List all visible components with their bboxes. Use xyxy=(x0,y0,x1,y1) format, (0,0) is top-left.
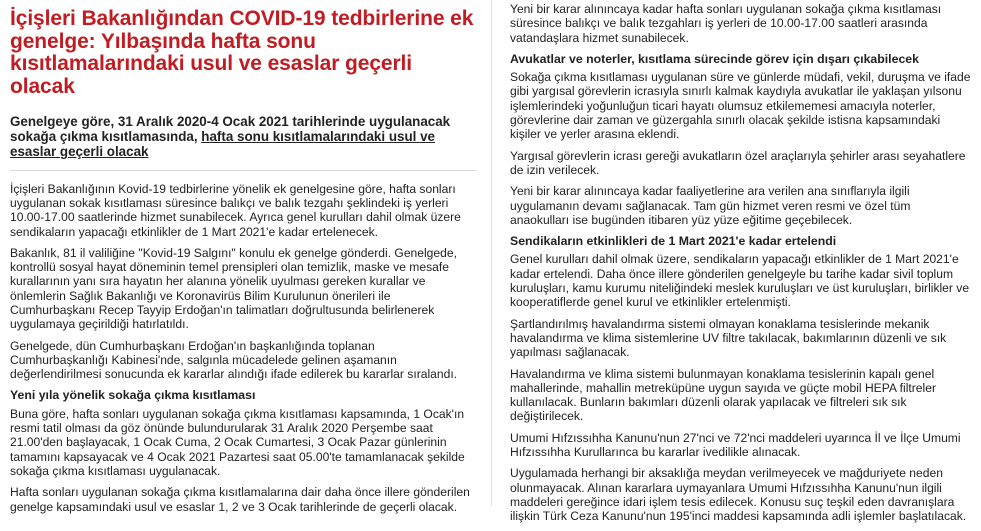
paragraph: Genel kurulları dahil olmak üzere, sendikaların yapacağı etkinlikler de 1 Mart 2021'e kadar ertelendi. Daha önce illere gönderilen genelgeyle bu tarihe kadar sivil toplum kuruluşları, kamu kurumu niteliğindeki meslek kuruluşları ve üst kuruluşları, birlikler ve kooperatiflerde genel kurul ve etkinlikler ertelenmişti. xyxy=(510,252,970,310)
lead-separator xyxy=(10,170,476,171)
right-column xyxy=(510,0,972,531)
paragraph: Sokağa çıkma kısıtlaması uygulanan süre ve günlerde müdafi, vekil, duruşma ve ifade gibi yargısal görevlerin icrasıyla sınırlı kalmak kaydıyla avukatlar ile yaklaşan yılsonu işlemlerindeki yoğunluğun ticari hayatı olumsuz etkilememesi amacıyla noterler, görevlerine dair zaman ve güzergahla sınırlı olacak şekilde istisna kapsamındaki kişiler ve yerler arasına eklendi. xyxy=(510,70,971,142)
section-heading: Sendikaların etkinlikleri de 1 Mart 2021'e kadar ertelendi xyxy=(510,234,837,249)
section-heading: Avukatlar ve noterler, kısıtlama sürecinde görev için dışarı çıkabilecek xyxy=(510,51,919,66)
paragraph: Havalandırma ve klima sistemi bulunmayan konaklama tesislerinin kapalı genel mahallerinde, mahallin metreküpüne uygun sayıda ve güçte mobil HEPA filtreler kullanılacak. Bunların bakımları düzenli olarak yapılacak ve filtreleri sık sık değiştirilecek. xyxy=(510,366,936,424)
paragraph: Umumi Hıfzıssıhha Kanunu'nun 27'nci ve 72'nci maddeleri uyarınca İl ve İlçe Umumi Hıfzıssıhha Kurullarınca bu kararlar ivedilikle alınacak. xyxy=(510,430,961,460)
article-lead xyxy=(10,114,476,160)
paragraph: İçişleri Bakanlığının Kovid-19 tedbirlerine yönelik ek genelgesine göre, hafta sonları uygulanan sokak kısıtlaması süresince balıkçı ve balık tezgahı şeklindeki iş yerleri 10.00-17.00 saatlerinde hizmet sunabilecek. Ayrıca genel kurulları dahil olmak üzere sendikaların yapacağı etkinlikler de 1 Mart 2021'e kadar ertelenecek. xyxy=(10,181,461,239)
paragraph: Yeni bir karar alınıncaya kadar hafta sonları uygulanan sokağa çıkma kısıtlaması süresince balıkçı ve balık tezgahları iş yerleri de 10.00-17.00 saatleri arasında vatandaşlara hizmet sunabilecek. xyxy=(510,2,942,45)
lead-text: Genelgeye göre, 31 Aralık 2020-4 Ocak 2021 tarihlerinde uygulanacak sokağa çıkma kısıtlamasında, xyxy=(10,114,451,145)
paragraph: Şartlandırılmış havalandırma sistemi olmayan konaklama tesislerinde mekanik havalandırma ve klima sistemlerine UV filtre takılacak, bakımlarının düzenli ve sık yapılması sağlanacak. xyxy=(510,316,947,360)
paragraph: Uygulamada herhangi bir aksaklığa meydan verilmeyecek ve mağduriyete neden olunmayacak. Alınan kararlara uymayanlara Umumi Hıfzıssıhha Kanunu'nun ilgili maddeleri gereğince idari işlem tesis edilecek. Konusu suç teşkil eden davranışlara ilişkin Türk Ceza Kanunu'nun 195'inci maddesi kapsamında adli işlemler başlatılacak. xyxy=(510,466,967,524)
lead-link[interactable]: hafta sonu kısıtlamalarındaki usul ve esaslar geçerli olacak xyxy=(10,129,435,160)
left-column xyxy=(10,0,476,521)
paragraph: Hafta sonları uygulanan sokağa çıkma kısıtlamalarına dair daha önce illere gönderilen genelge kapsamındaki usul ve esaslar 1, 2 ve 3 Ocak tarihlerinde de geçerli olacak. xyxy=(10,485,470,514)
paragraph: Genelgede, dün Cumhurbaşkanı Erdoğan'ın başkanlığında toplanan Cumhurbaşkanlığı Kabinesi'nde, salgınla mücadelede gelinen aşamanın değerlendirilmesi sonucunda ek kararlar alındığı ifade edilerek bu kararlar sıralandı. xyxy=(10,338,458,382)
article-title: İçişleri Bakanlığından COVID-19 tedbirlerine ek genelge: Yılbaşında hafta sonu kısıtlamalarındaki usul ve esaslar geçerli olacak xyxy=(10,7,474,98)
paragraph: Buna göre, hafta sonları uygulanan sokağa çıkma kısıtlaması kapsamında, 1 Ocak'ın resmi tatil olması da göz önünde bulundurularak 31 Aralık 2020 Perşembe saat 21.00'den başlayacak, 1 Ocak Cuma, 2 Ocak Cumartesi, 3 Ocak Pazar günlerinin tamamını kapsayacak ve 4 Ocak 2021 Pazartesi saat 05.00'te tamamlanacak şekilde sokağa çıkma kısıtlaması uygulanacak. xyxy=(10,406,465,478)
paragraph: Yeni bir karar alınıncaya kadar faaliyetlerine ara verilen ana sınıflarıyla ilgili uygulamanın devamı sağlanacak. Tam gün hizmet veren resmi ve özel tüm anaokulları ise bugünden itibaren yüz yüze eğitime geçebilecek. xyxy=(510,184,911,227)
paragraph: Bakanlık, 81 il valiliğine "Kovid-19 Salgını" konulu ek genelge gönderdi. Genelgede, kontrollü sosyal hayat döneminin temel prensipleri olan temizlik, maske ve mesafe kurallarının yanı sıra hayatın her alanına yönelik uyulması gereken kurallar ve önlemlerin Sağlık Bakanlığı ve Koronavirüs Bilim Kurulunun önerileri ile Cumhurbaşkanı Recep Tayyip Erdoğan'ın talimatları doğrultusunda belirlenerek uygulamaya geçirildiği hatırlatıldı. xyxy=(10,245,457,332)
paragraph: Yargısal görevlerin icrası gereği avukatların özel araçlarıyla şehirler arası seyahatlere de izin verilecek. xyxy=(510,148,966,177)
column-divider xyxy=(491,0,492,506)
right-article-body xyxy=(510,2,972,524)
left-article-body xyxy=(10,182,476,514)
section-heading: Yeni yıla yönelik sokağa çıkma kısıtlaması xyxy=(10,388,256,403)
